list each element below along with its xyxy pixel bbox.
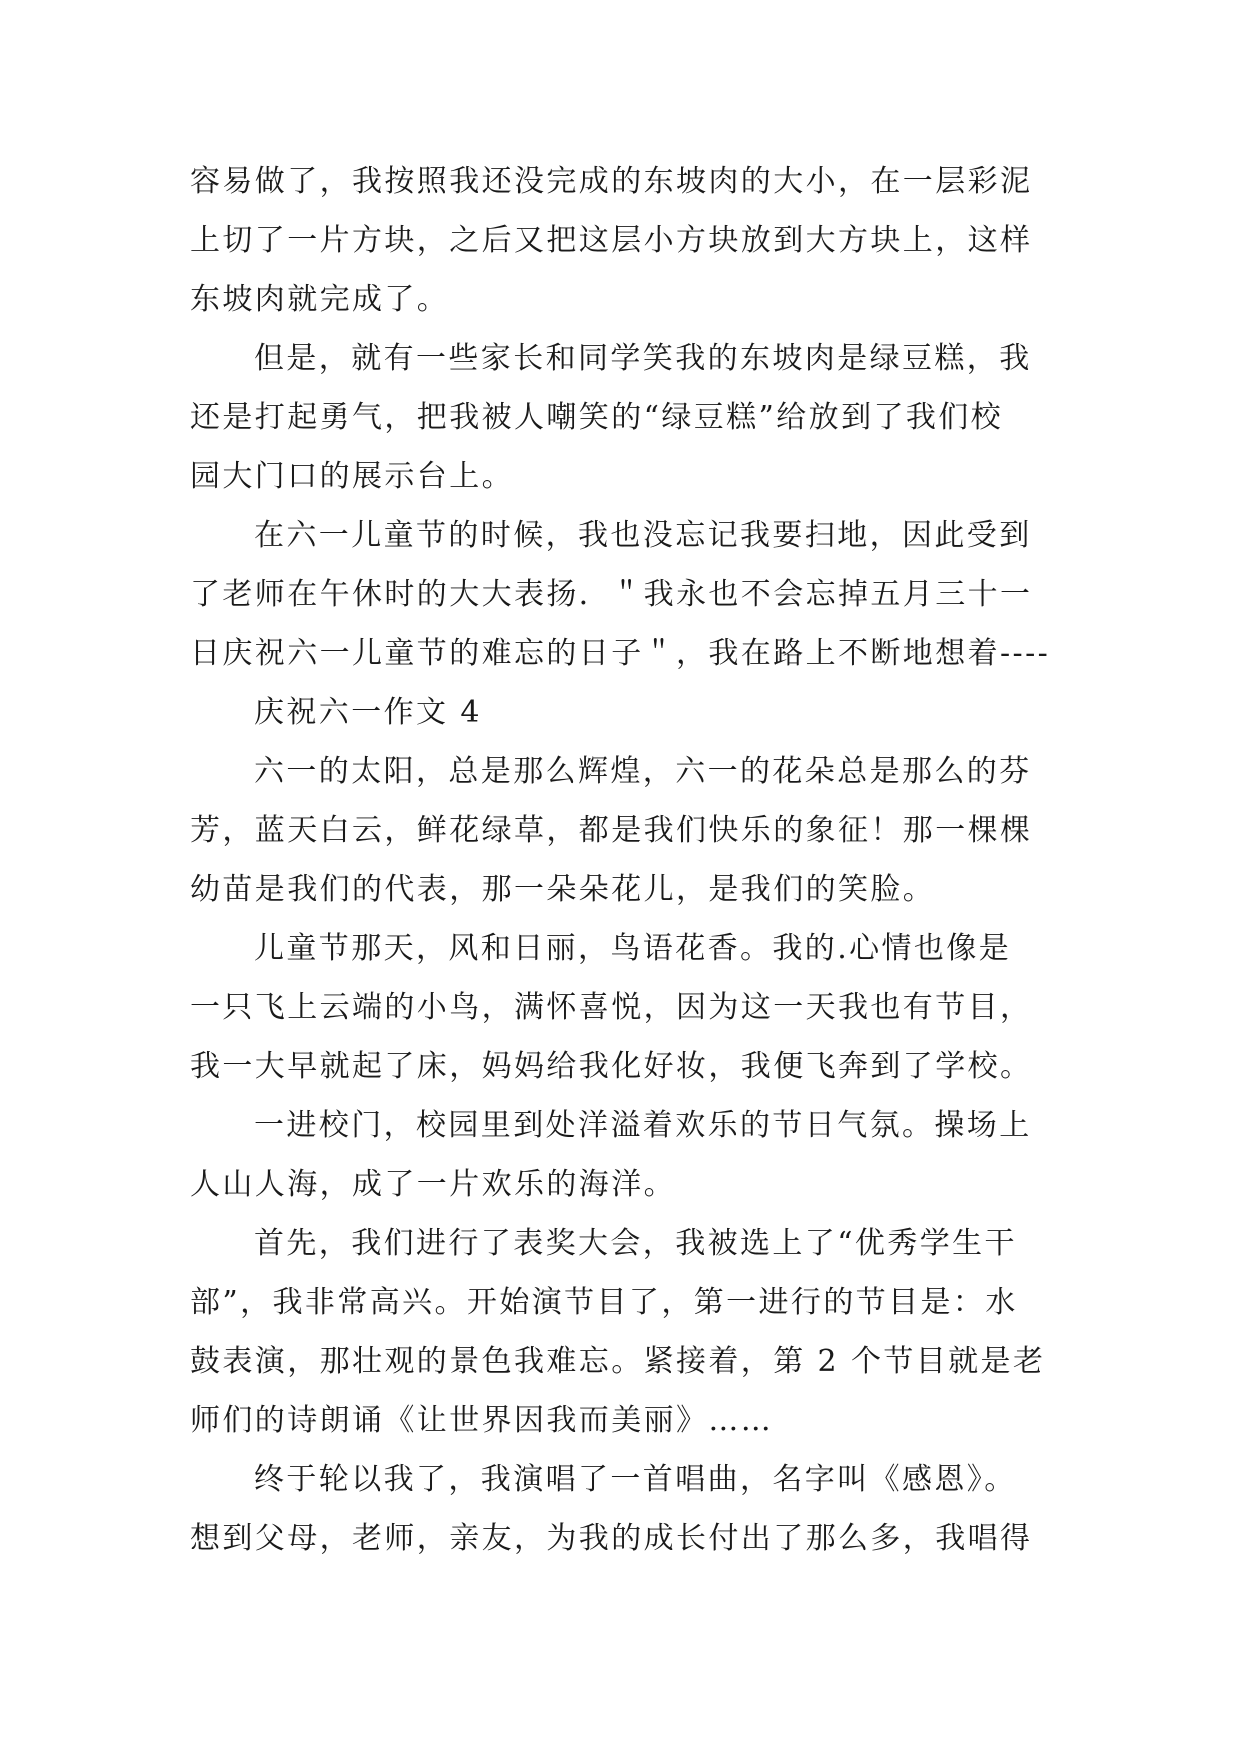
text-line-21: 鼓表演，那壮观的景色我难忘。紧接着，第 2 个节目就是老 [190, 1344, 1046, 1379]
text-line-2: 上切了一片方块，之后又把这层小方块放到大方块上，这样 [190, 223, 1033, 258]
text-line-14: 儿童节那天，风和日丽，鸟语花香。我的.心情也像是 [254, 931, 1012, 966]
text-line-7: 在六一儿童节的时候，我也没忘记我要扫地，因此受到 [254, 518, 1032, 553]
text-line-12: 芳，蓝天白云，鲜花绿草，都是我们快乐的象征！那一棵棵 [190, 813, 1033, 848]
text-line-16: 我一大早就起了床，妈妈给我化好妆，我便飞奔到了学校。 [190, 1049, 1033, 1084]
text-line-15: 一只飞上云端的小鸟，满怀喜悦，因为这一天我也有节目， [190, 990, 1033, 1025]
text-line-9: 日庆祝六一儿童节的难忘的日子＂，我在路上不断地想着---- [190, 636, 1051, 671]
text-line-13: 幼苗是我们的代表，那一朵朵花儿，是我们的笑脸。 [190, 872, 936, 907]
document-body [190, 152, 1050, 1568]
text-line-20: 部”，我非常高兴。开始演节目了，第一进行的节目是：水 [190, 1285, 1018, 1320]
text-line-1: 容易做了，我按照我还没完成的东坡肉的大小，在一层彩泥 [190, 164, 1033, 199]
text-line-11: 六一的太阳，总是那么辉煌，六一的花朵总是那么的芬 [254, 754, 1032, 789]
section-heading: 庆祝六一作文 4 [254, 695, 482, 730]
text-line-23: 终于轮以我了，我演唱了一首唱曲，名字叫《感恩》。 [254, 1462, 1017, 1497]
text-line-5: 还是打起勇气，把我被人嘲笑的“绿豆糕”给放到了我们校 [190, 400, 1004, 435]
text-line-18: 人山人海，成了一片欢乐的海洋。 [190, 1167, 676, 1202]
text-line-22: 师们的诗朗诵《让世界因我而美丽》…… [190, 1403, 774, 1438]
text-line-4: 但是，就有一些家长和同学笑我的东坡肉是绿豆糕，我 [254, 341, 1032, 376]
text-line-24: 想到父母，老师，亲友，为我的成长付出了那么多，我唱得 [190, 1521, 1033, 1556]
text-line-17: 一进校门，校园里到处洋溢着欢乐的节日气氛。操场上 [254, 1108, 1032, 1143]
text-line-3: 东坡肉就完成了。 [190, 282, 450, 317]
text-line-19: 首先，我们进行了表奖大会，我被选上了“优秀学生干 [254, 1226, 1017, 1261]
text-line-6: 园大门口的展示台上。 [190, 459, 514, 494]
text-line-8: 了老师在午休时的大大表扬．＂我永也不会忘掉五月三十一 [190, 577, 1033, 612]
